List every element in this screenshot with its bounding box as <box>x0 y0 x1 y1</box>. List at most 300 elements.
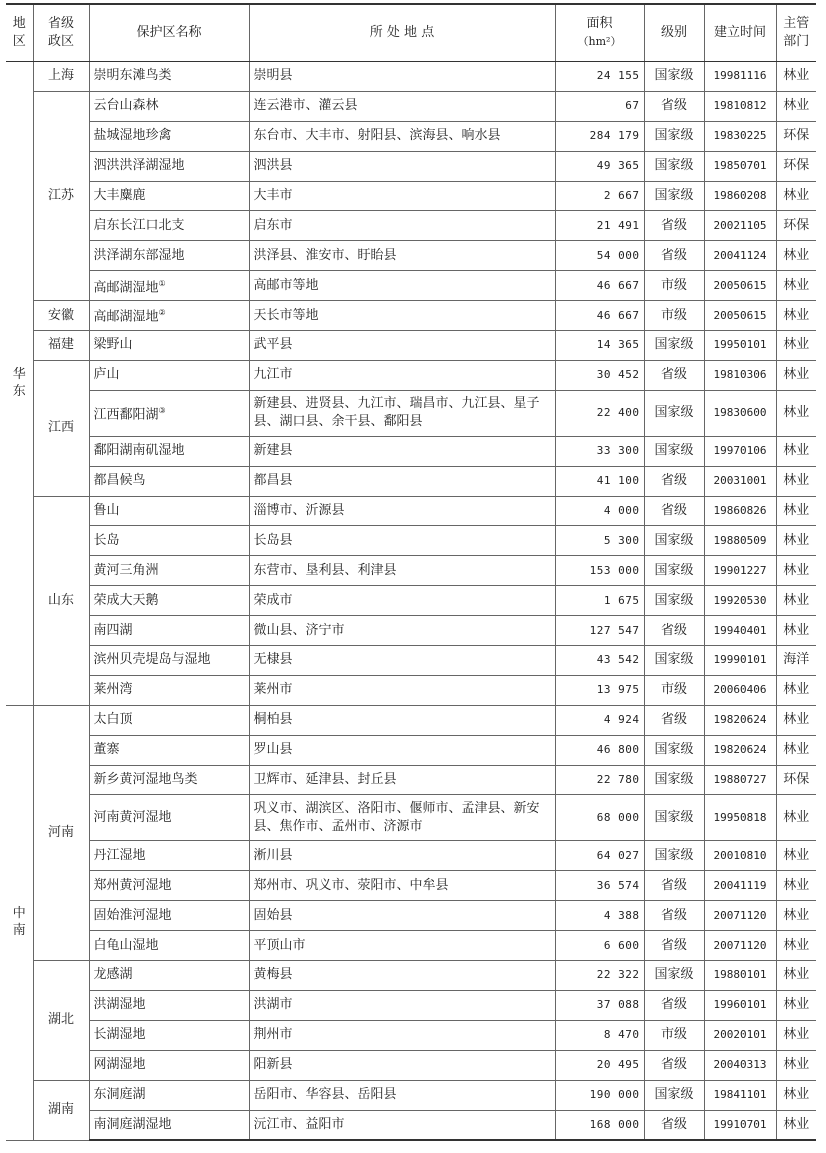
table-row <box>6 181 816 211</box>
reserve-name-cell <box>89 586 249 616</box>
location-cell: 长岛县 <box>249 526 555 556</box>
province-cell: 江西 <box>33 360 89 496</box>
location-cell: 都昌县 <box>249 466 555 496</box>
reserve-name: 洪泽湖东部湿地 <box>93 247 185 263</box>
date-cell: 19950818 <box>704 795 776 841</box>
table-row <box>6 91 816 121</box>
reserve-name: 南洞庭湖湿地 <box>93 1116 172 1132</box>
date-cell: 19850701 <box>704 151 776 181</box>
reserve-name-cell <box>89 1110 249 1140</box>
area-cell: 46 667 <box>555 271 644 301</box>
header-region: 地区 <box>6 4 33 62</box>
reserve-name-cell <box>89 961 249 991</box>
date-cell: 19920530 <box>704 586 776 616</box>
level-cell: 国家级 <box>644 556 704 586</box>
date-cell: 20021105 <box>704 211 776 241</box>
level-cell: 国家级 <box>644 181 704 211</box>
reserve-name: 盐城湿地珍禽 <box>93 128 172 144</box>
table-row <box>6 360 816 390</box>
region-cell <box>6 705 33 1140</box>
footnote-mark: ③ <box>158 406 166 416</box>
date-cell: 20041124 <box>704 241 776 271</box>
reserve-name-cell <box>89 931 249 961</box>
reserve-name: 东洞庭湖 <box>93 1087 146 1103</box>
area-cell: 67 <box>555 91 644 121</box>
reserve-name-cell <box>89 390 249 436</box>
reserve-name: 南四湖 <box>93 622 133 638</box>
table-row <box>6 901 816 931</box>
dept-cell: 林业 <box>776 586 816 616</box>
dept-cell: 林业 <box>776 961 816 991</box>
table-row <box>6 331 816 361</box>
date-cell: 19860208 <box>704 181 776 211</box>
area-cell: 41 100 <box>555 466 644 496</box>
location-cell: 崇明县 <box>249 62 555 92</box>
date-cell: 19841101 <box>704 1080 776 1110</box>
header-province: 省级政区 <box>33 4 89 62</box>
area-cell: 21 491 <box>555 211 644 241</box>
province-cell: 安徽 <box>33 301 89 331</box>
reserve-name-cell <box>89 1020 249 1050</box>
dept-cell: 林业 <box>776 62 816 92</box>
area-cell: 30 452 <box>555 360 644 390</box>
reserve-name: 大丰麋鹿 <box>93 188 146 203</box>
location-cell: 新建县、进贤县、九江市、瑞昌市、九江县、星子县、湖口县、余干县、鄱阳县 <box>249 390 555 436</box>
table-row <box>6 586 816 616</box>
level-cell: 国家级 <box>644 586 704 616</box>
reserve-name: 滨州贝壳堤岛与湿地 <box>93 652 211 668</box>
dept-cell: 林业 <box>776 496 816 526</box>
area-cell: 4 924 <box>555 705 644 735</box>
location-cell: 新建县 <box>249 436 555 466</box>
header-location: 所 处 地 点 <box>249 4 555 62</box>
reserve-name: 泗洪洪泽湖湿地 <box>93 158 185 174</box>
dept-cell: 林业 <box>776 1020 816 1050</box>
reserve-name: 董寨 <box>93 742 120 758</box>
dept-cell: 林业 <box>776 1080 816 1110</box>
area-cell: 43 542 <box>555 646 644 676</box>
table-row <box>6 841 816 871</box>
reserve-name-cell <box>89 705 249 735</box>
reserve-name: 都昌候鸟 <box>93 473 146 489</box>
header-row <box>6 4 816 62</box>
table-row <box>6 241 816 271</box>
reserve-name: 庐山 <box>93 367 120 383</box>
location-cell: 大丰市 <box>249 181 555 211</box>
area-cell: 22 780 <box>555 765 644 795</box>
dept-cell: 林业 <box>776 675 816 705</box>
date-cell: 19830225 <box>704 121 776 151</box>
location-cell: 莱州市 <box>249 675 555 705</box>
reserve-name-cell <box>89 675 249 705</box>
reserve-name: 郑州黄河湿地 <box>93 877 172 893</box>
reserve-name-cell <box>89 646 249 676</box>
level-cell: 省级 <box>644 901 704 931</box>
reserve-name-cell <box>89 211 249 241</box>
level-cell: 省级 <box>644 91 704 121</box>
level-cell: 国家级 <box>644 526 704 556</box>
dept-cell: 环保 <box>776 121 816 151</box>
header-level: 级别 <box>644 4 704 62</box>
date-cell: 20041119 <box>704 871 776 901</box>
dept-cell: 林业 <box>776 301 816 331</box>
area-cell: 22 400 <box>555 390 644 436</box>
date-cell: 20060406 <box>704 675 776 705</box>
reserve-name: 白龟山湿地 <box>93 937 159 953</box>
reserve-name: 云台山森林 <box>93 98 159 114</box>
reserve-name: 龙感湖 <box>93 967 133 983</box>
table-row <box>6 1110 816 1140</box>
reserve-name-cell <box>89 121 249 151</box>
level-cell: 国家级 <box>644 961 704 991</box>
area-cell: 64 027 <box>555 841 644 871</box>
area-cell: 46 667 <box>555 301 644 331</box>
location-cell: 郑州市、巩义市、荥阳市、中牟县 <box>249 871 555 901</box>
reserve-name: 长岛 <box>93 532 120 548</box>
header-area: 面积 （hm²） <box>555 4 644 62</box>
dept-cell: 林业 <box>776 526 816 556</box>
table-row <box>6 675 816 705</box>
location-cell: 卫辉市、延津县、封丘县 <box>249 765 555 795</box>
reserve-name: 长湖湿地 <box>93 1027 146 1043</box>
table-row <box>6 990 816 1020</box>
reserve-name: 洪湖湿地 <box>93 997 146 1013</box>
area-cell: 5 300 <box>555 526 644 556</box>
dept-cell: 环保 <box>776 151 816 181</box>
location-cell: 连云港市、灌云县 <box>249 91 555 121</box>
reserve-name-cell <box>89 241 249 271</box>
date-cell: 19910701 <box>704 1110 776 1140</box>
reserve-name-cell <box>89 301 249 331</box>
reserve-name-cell <box>89 1080 249 1110</box>
level-cell: 国家级 <box>644 1080 704 1110</box>
location-cell: 高邮市等地 <box>249 271 555 301</box>
dept-cell: 林业 <box>776 390 816 436</box>
level-cell: 省级 <box>644 1110 704 1140</box>
level-cell: 市级 <box>644 301 704 331</box>
date-cell: 20040313 <box>704 1050 776 1080</box>
level-cell: 国家级 <box>644 436 704 466</box>
date-cell: 19990101 <box>704 646 776 676</box>
location-cell: 平顶山市 <box>249 931 555 961</box>
level-cell: 国家级 <box>644 121 704 151</box>
dept-cell: 林业 <box>776 556 816 586</box>
level-cell: 国家级 <box>644 62 704 92</box>
location-cell: 东台市、大丰市、射阳县、滨海县、响水县 <box>249 121 555 151</box>
reserve-name-cell <box>89 990 249 1020</box>
date-cell: 19880727 <box>704 765 776 795</box>
dept-cell: 林业 <box>776 705 816 735</box>
level-cell: 省级 <box>644 241 704 271</box>
table-row <box>6 496 816 526</box>
footnote-mark: ① <box>158 278 166 288</box>
dept-cell: 海洋 <box>776 646 816 676</box>
table-row <box>6 616 816 646</box>
dept-cell: 林业 <box>776 735 816 765</box>
table-row <box>6 301 816 331</box>
province-cell: 福建 <box>33 331 89 361</box>
dept-cell: 环保 <box>776 765 816 795</box>
area-cell: 127 547 <box>555 616 644 646</box>
location-cell: 固始县 <box>249 901 555 931</box>
reserves-table <box>6 3 816 1141</box>
table-row <box>6 871 816 901</box>
region-cell <box>6 62 33 706</box>
level-cell: 省级 <box>644 871 704 901</box>
area-cell: 68 000 <box>555 795 644 841</box>
region-label: 华东 <box>12 366 26 399</box>
level-cell: 市级 <box>644 1020 704 1050</box>
level-cell: 市级 <box>644 271 704 301</box>
dept-cell: 林业 <box>776 360 816 390</box>
area-cell: 8 470 <box>555 1020 644 1050</box>
reserve-name-cell <box>89 466 249 496</box>
date-cell: 19820624 <box>704 705 776 735</box>
table-row <box>6 931 816 961</box>
area-cell: 24 155 <box>555 62 644 92</box>
table-row <box>6 735 816 765</box>
reserve-name: 启东长江口北支 <box>93 217 185 233</box>
header-dept: 主管部门 <box>776 4 816 62</box>
date-cell: 19860826 <box>704 496 776 526</box>
dept-cell: 林业 <box>776 91 816 121</box>
area-cell: 54 000 <box>555 241 644 271</box>
date-cell: 19901227 <box>704 556 776 586</box>
reserve-name-cell <box>89 841 249 871</box>
date-cell: 20050615 <box>704 301 776 331</box>
level-cell: 国家级 <box>644 331 704 361</box>
table-row <box>6 436 816 466</box>
location-cell: 武平县 <box>249 331 555 361</box>
region-label: 中南 <box>12 906 26 939</box>
level-cell: 国家级 <box>644 151 704 181</box>
reserve-name-cell <box>89 436 249 466</box>
location-cell: 九江市 <box>249 360 555 390</box>
date-cell: 20031001 <box>704 466 776 496</box>
area-cell: 190 000 <box>555 1080 644 1110</box>
reserve-name: 崇明东滩鸟类 <box>93 68 172 84</box>
reserve-name: 高邮湖湿地 <box>93 309 159 325</box>
reserve-name-cell <box>89 181 249 211</box>
level-cell: 国家级 <box>644 390 704 436</box>
dept-cell: 林业 <box>776 466 816 496</box>
table-row <box>6 765 816 795</box>
reserve-name-cell <box>89 62 249 92</box>
reserve-name: 莱州湾 <box>93 682 133 698</box>
table-row <box>6 62 816 92</box>
province-cell: 湖南 <box>33 1080 89 1140</box>
dept-cell: 林业 <box>776 616 816 646</box>
reserve-name-cell <box>89 1050 249 1080</box>
date-cell: 20071120 <box>704 931 776 961</box>
area-cell: 1 675 <box>555 586 644 616</box>
dept-cell: 林业 <box>776 271 816 301</box>
date-cell: 19880101 <box>704 961 776 991</box>
table-row <box>6 961 816 991</box>
reserve-name: 黄河三角洲 <box>93 562 159 578</box>
area-cell: 37 088 <box>555 990 644 1020</box>
location-cell: 淄博市、沂源县 <box>249 496 555 526</box>
dept-cell: 林业 <box>776 1050 816 1080</box>
date-cell: 19820624 <box>704 735 776 765</box>
date-cell: 20050615 <box>704 271 776 301</box>
table-row <box>6 795 816 841</box>
location-cell: 东营市、垦利县、利津县 <box>249 556 555 586</box>
reserve-name: 固始淮河湿地 <box>93 907 172 923</box>
location-cell: 巩义市、湖滨区、洛阳市、偃师市、孟津县、新安县、焦作市、孟州市、济源市 <box>249 795 555 841</box>
area-cell: 153 000 <box>555 556 644 586</box>
dept-cell: 林业 <box>776 181 816 211</box>
location-cell: 泗洪县 <box>249 151 555 181</box>
reserve-name: 鲁山 <box>93 503 120 519</box>
area-cell: 4 388 <box>555 901 644 931</box>
level-cell: 省级 <box>644 496 704 526</box>
location-cell: 罗山县 <box>249 735 555 765</box>
reserve-name: 梁野山 <box>93 337 133 353</box>
level-cell: 省级 <box>644 1050 704 1080</box>
reserve-name-cell <box>89 91 249 121</box>
reserve-name-cell <box>89 526 249 556</box>
level-cell: 市级 <box>644 675 704 705</box>
table-row <box>6 211 816 241</box>
dept-cell: 林业 <box>776 795 816 841</box>
reserve-name: 丹江湿地 <box>93 847 146 863</box>
level-cell: 省级 <box>644 990 704 1020</box>
date-cell: 19880509 <box>704 526 776 556</box>
area-cell: 4 000 <box>555 496 644 526</box>
table-row <box>6 1080 816 1110</box>
reserve-name-cell <box>89 765 249 795</box>
dept-cell: 林业 <box>776 436 816 466</box>
date-cell: 19810812 <box>704 91 776 121</box>
province-cell: 江苏 <box>33 91 89 300</box>
level-cell: 省级 <box>644 466 704 496</box>
date-cell: 19950101 <box>704 331 776 361</box>
dept-cell: 林业 <box>776 841 816 871</box>
reserve-name-cell <box>89 360 249 390</box>
table-row <box>6 526 816 556</box>
reserve-name-cell <box>89 331 249 361</box>
table-row <box>6 390 816 436</box>
reserve-name: 江西鄱阳湖 <box>93 407 159 423</box>
dept-cell: 林业 <box>776 990 816 1020</box>
reserve-name: 高邮湖湿地 <box>93 279 159 295</box>
reserve-name: 河南黄河湿地 <box>93 809 172 825</box>
date-cell: 19830600 <box>704 390 776 436</box>
location-cell: 启东市 <box>249 211 555 241</box>
province-cell: 河南 <box>33 705 89 960</box>
location-cell: 天长市等地 <box>249 301 555 331</box>
reserve-name-cell <box>89 795 249 841</box>
dept-cell: 环保 <box>776 211 816 241</box>
reserve-name-cell <box>89 901 249 931</box>
reserve-name: 网湖湿地 <box>93 1057 146 1073</box>
area-cell: 168 000 <box>555 1110 644 1140</box>
area-cell: 33 300 <box>555 436 644 466</box>
level-cell: 国家级 <box>644 646 704 676</box>
date-cell: 20020101 <box>704 1020 776 1050</box>
date-cell: 19810306 <box>704 360 776 390</box>
table-row <box>6 466 816 496</box>
level-cell: 国家级 <box>644 795 704 841</box>
level-cell: 省级 <box>644 931 704 961</box>
location-cell: 淅川县 <box>249 841 555 871</box>
reserve-name-cell <box>89 735 249 765</box>
location-cell: 桐柏县 <box>249 705 555 735</box>
location-cell: 阳新县 <box>249 1050 555 1080</box>
area-cell: 284 179 <box>555 121 644 151</box>
province-cell: 上海 <box>33 62 89 92</box>
dept-cell: 林业 <box>776 871 816 901</box>
province-cell: 山东 <box>33 496 89 705</box>
table-row <box>6 705 816 735</box>
table-row <box>6 151 816 181</box>
dept-cell: 林业 <box>776 241 816 271</box>
reserve-name-cell <box>89 496 249 526</box>
reserve-name: 太白顶 <box>93 712 133 728</box>
reserve-name: 新乡黄河湿地鸟类 <box>93 772 198 788</box>
reserve-name-cell <box>89 151 249 181</box>
footnote-mark: ② <box>158 308 166 318</box>
reserve-name: 鄱阳湖南矶湿地 <box>93 443 185 459</box>
level-cell: 国家级 <box>644 735 704 765</box>
level-cell: 省级 <box>644 211 704 241</box>
area-cell: 2 667 <box>555 181 644 211</box>
dept-cell: 林业 <box>776 1110 816 1140</box>
table-row <box>6 1020 816 1050</box>
location-cell: 岳阳市、华容县、岳阳县 <box>249 1080 555 1110</box>
date-cell: 19940401 <box>704 616 776 646</box>
location-cell: 无棣县 <box>249 646 555 676</box>
date-cell: 20071120 <box>704 901 776 931</box>
level-cell: 国家级 <box>644 841 704 871</box>
location-cell: 微山县、济宁市 <box>249 616 555 646</box>
dept-cell: 林业 <box>776 901 816 931</box>
location-cell: 洪泽县、淮安市、盱眙县 <box>249 241 555 271</box>
table-row <box>6 271 816 301</box>
location-cell: 荣成市 <box>249 586 555 616</box>
area-cell: 49 365 <box>555 151 644 181</box>
table-row <box>6 1050 816 1080</box>
location-cell: 黄梅县 <box>249 961 555 991</box>
table-body <box>6 62 816 1141</box>
reserve-name-cell <box>89 871 249 901</box>
reserve-name-cell <box>89 271 249 301</box>
province-cell: 湖北 <box>33 961 89 1081</box>
date-cell: 19960101 <box>704 990 776 1020</box>
header-name: 保护区名称 <box>89 4 249 62</box>
reserve-name-cell <box>89 616 249 646</box>
level-cell: 省级 <box>644 360 704 390</box>
location-cell: 沅江市、益阳市 <box>249 1110 555 1140</box>
level-cell: 省级 <box>644 705 704 735</box>
location-cell: 荆州市 <box>249 1020 555 1050</box>
level-cell: 省级 <box>644 616 704 646</box>
area-cell: 20 495 <box>555 1050 644 1080</box>
location-cell: 洪湖市 <box>249 990 555 1020</box>
date-cell: 19970106 <box>704 436 776 466</box>
area-cell: 6 600 <box>555 931 644 961</box>
dept-cell: 林业 <box>776 931 816 961</box>
area-cell: 46 800 <box>555 735 644 765</box>
date-cell: 19981116 <box>704 62 776 92</box>
level-cell: 国家级 <box>644 765 704 795</box>
area-cell: 13 975 <box>555 675 644 705</box>
table-row <box>6 646 816 676</box>
reserve-name-cell <box>89 556 249 586</box>
date-cell: 20010810 <box>704 841 776 871</box>
area-cell: 36 574 <box>555 871 644 901</box>
